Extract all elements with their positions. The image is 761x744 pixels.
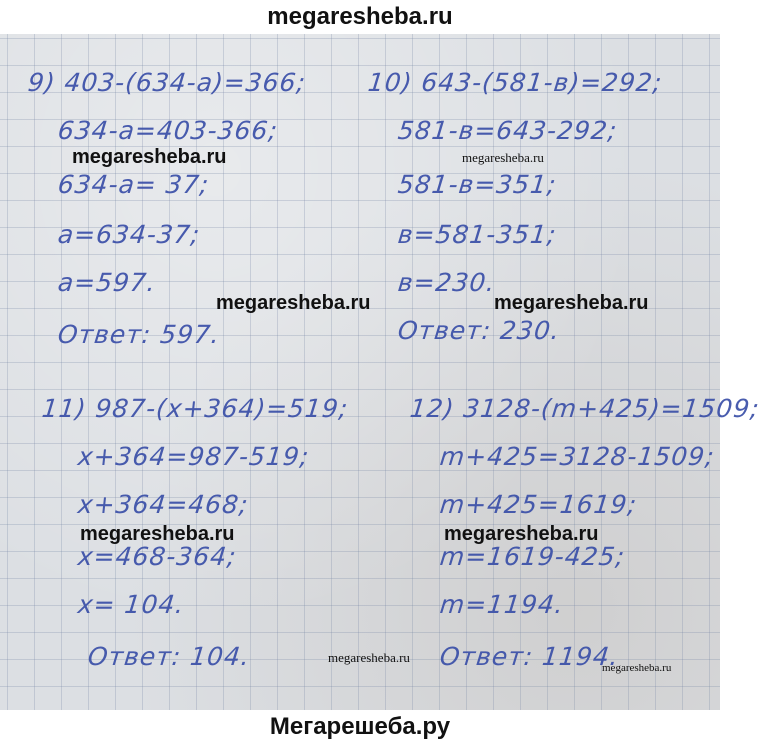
problem-9-line-4: a=634-37;: [56, 220, 202, 249]
problem-11-line-2: x+364=987-519;: [76, 442, 311, 471]
problem-10-answer: Ответ: 230.: [396, 316, 562, 345]
notebook-page-photo: [0, 34, 761, 710]
site-footer: [0, 710, 720, 744]
watermark: megaresheba.ru: [72, 146, 227, 168]
problem-10-line-4: в=581-351;: [396, 220, 559, 249]
problem-12-answer: Ответ: 1194.: [438, 642, 621, 671]
problem-9-line-2: 634-a=403-366;: [56, 116, 280, 145]
watermark: megaresheba.ru: [462, 150, 544, 165]
watermark: megaresheba.ru: [80, 523, 235, 545]
problem-10-line-1: 10) 643-(581-в)=292;: [366, 68, 664, 97]
problem-12-line-5: m=1194.: [438, 590, 566, 619]
watermark: megaresheba.ru: [216, 292, 371, 314]
problem-10-line-5: в=230.: [396, 268, 497, 297]
watermark: megaresheba.ru: [494, 292, 649, 314]
watermark: megaresheba.ru: [444, 523, 599, 545]
problem-9-answer: Ответ: 597.: [56, 320, 222, 349]
problem-11-line-4: x=468-364;: [76, 542, 239, 571]
watermark: megaresheba.ru: [602, 662, 672, 674]
problem-9-line-3: 634-a= 37;: [56, 170, 211, 199]
site-header: [0, 0, 720, 34]
problem-12-line-4: m=1619-425;: [438, 542, 627, 571]
problem-12-line-2: m+425=3128-1509;: [438, 442, 717, 471]
header-site-name: megaresheba.ru: [267, 3, 453, 30]
problem-9-line-5: a=597.: [56, 268, 158, 297]
problem-10-line-2: 581-в=643-292;: [396, 116, 619, 145]
problem-11-answer: Ответ: 104.: [86, 642, 252, 671]
problem-11-line-5: x= 104.: [76, 590, 186, 619]
problem-12-line-3: m+425=1619;: [438, 490, 639, 519]
problem-12-line-1: 12) 3128-(m+425)=1509;: [408, 394, 761, 423]
problem-10-line-3: 581-в=351;: [396, 170, 559, 199]
watermark: megaresheba.ru: [328, 650, 410, 665]
problem-9-line-1: 9) 403-(634-a)=366;: [26, 68, 308, 97]
problem-11-line-1: 11) 987-(x+364)=519;: [40, 394, 350, 423]
problem-11-line-3: x+364=468;: [76, 490, 251, 519]
footer-site-name: Мегарешеба.ру: [269, 713, 451, 740]
